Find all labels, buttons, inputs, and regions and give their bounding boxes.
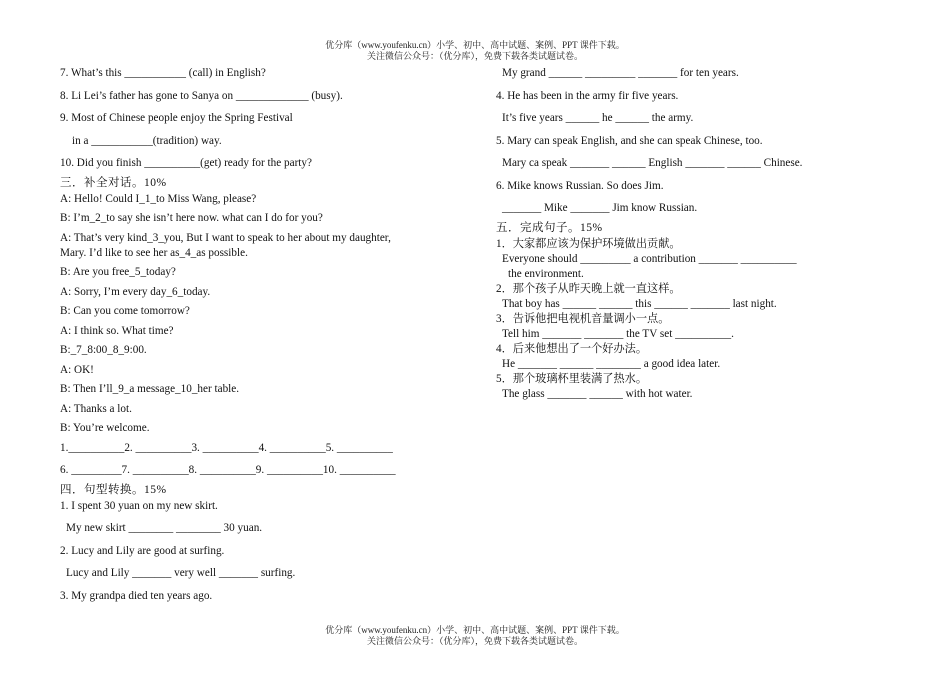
dialogue-line-6: B: Can you come tomorrow? bbox=[60, 305, 190, 317]
section-3-title: 三．补全对话。10% bbox=[60, 176, 167, 189]
transform-3-rewrite: My grand ______ _________ _______ for ten years. bbox=[502, 67, 739, 79]
dialogue-line-1: A: Hello! Could I_1_to Miss Wang, please? bbox=[60, 192, 257, 205]
question-10: 10. Did you finish __________(get) ready for the party? bbox=[60, 157, 312, 169]
header-line-1: 优分库（www.youfenku.cn）小学、初中、高中试题、案例、PPT 课件下载。 bbox=[325, 40, 625, 50]
transform-4-rewrite: It’s five years ______ he ______ the army. bbox=[502, 112, 694, 124]
transform-3-original: 3. My grandpa died ten years ago. bbox=[60, 589, 213, 602]
footer-line-1: 优分库（www.youfenku.cn）小学、初中、高中试题、案例、PPT 课件下载。 bbox=[325, 625, 625, 635]
complete-2-chinese: 2．那个孩子从昨天晚上就一直这样。 bbox=[496, 282, 681, 295]
question-8: 8. Li Lei’s father has gone to Sanya on _____________ (busy). bbox=[60, 89, 343, 102]
dialogue-line-7: A: I think so. What time? bbox=[60, 324, 174, 337]
page-header bbox=[0, 40, 950, 62]
transform-5-original: 5. Mary can speak English, and she can speak Chinese, too. bbox=[496, 134, 763, 147]
transform-5-rewrite: Mary ca speak _______ ______ English _______ ______ Chinese. bbox=[502, 157, 803, 169]
complete-1-chinese: 1．大家都应该为保护环境做出贡献。 bbox=[496, 237, 681, 250]
dialogue-line-2: B: I’m_2_to say she isn’t here now. what can I do for you? bbox=[60, 212, 323, 224]
complete-5-chinese: 5．那个玻璃杯里装满了热水。 bbox=[496, 372, 648, 385]
complete-1-english-cont: the environment. bbox=[508, 267, 584, 280]
left-column bbox=[60, 66, 450, 611]
complete-3-chinese: 3．告诉他把电视机音量调小一点。 bbox=[496, 312, 670, 325]
transform-2-rewrite: Lucy and Lily _______ very well _______ surfing. bbox=[66, 567, 296, 579]
complete-4-chinese: 4．后来他想出了一个好办法。 bbox=[496, 342, 648, 355]
transform-6-original: 6. Mike knows Russian. So does Jim. bbox=[496, 179, 664, 192]
question-9-line-1: 9. Most of Chinese people enjoy the Spring Festival bbox=[60, 112, 293, 124]
complete-3-english: Tell him _______ _______ the TV set __________. bbox=[502, 327, 734, 340]
right-column bbox=[496, 66, 896, 402]
page-footer bbox=[0, 625, 950, 647]
dialogue-line-10: B: Then I’ll_9_a message_10_her table. bbox=[60, 383, 240, 395]
question-7: 7. What’s this ___________ (call) in English? bbox=[60, 67, 266, 79]
transform-1-original: 1. I spent 30 yuan on my new skirt. bbox=[60, 499, 218, 512]
dialogue-line-5: A: Sorry, I’m every day_6_today. bbox=[60, 285, 211, 298]
dialogue-line-3b: Mary. I’d like to see her as_4_as possible. bbox=[60, 246, 248, 259]
dialogue-line-9: A: OK! bbox=[60, 363, 94, 376]
dialogue-line-8: B:_7_8:00_8_9:00. bbox=[60, 344, 147, 356]
footer-line-2: 关注微信公众号：（优分库），免费下载各类试题试卷。 bbox=[366, 636, 583, 646]
dialogue-line-11: A: Thanks a lot. bbox=[60, 402, 132, 415]
transform-2-original: 2. Lucy and Lily are good at surfing. bbox=[60, 544, 225, 557]
question-9-line-2: in a ___________(tradition) way. bbox=[72, 134, 222, 147]
header-line-2: 关注微信公众号：（优分库），免费下载各类试题试卷。 bbox=[366, 51, 583, 61]
dialogue-line-3a: A: That’s very kind_3_you, But I want to speak to her about my daughter, bbox=[60, 231, 391, 244]
dialogue-line-12: B: You’re welcome. bbox=[60, 422, 150, 434]
transform-6-rewrite: _______ Mike _______ Jim know Russian. bbox=[502, 202, 698, 214]
complete-5-english: The glass _______ ______ with hot water. bbox=[502, 387, 693, 400]
transform-4-original: 4. He has been in the army fir five years. bbox=[496, 89, 679, 102]
answer-blanks-6-10: 6. _________7. __________8. __________9. __________10. __________ bbox=[60, 464, 396, 476]
dialogue-line-4: B: Are you free_5_today? bbox=[60, 266, 176, 278]
complete-4-english: He _______ ______ ________ a good idea later. bbox=[502, 357, 721, 370]
answer-blanks-1-5: 1.__________2. __________3. __________4. __________5. __________ bbox=[60, 441, 393, 454]
section-4-title: 四．句型转换。15% bbox=[60, 483, 167, 496]
complete-1-english: Everyone should _________ a contribution _______ __________ bbox=[502, 252, 797, 265]
section-5-title: 五．完成句子。15% bbox=[496, 221, 603, 234]
transform-1-rewrite: My new skirt ________ ________ 30 yuan. bbox=[66, 522, 263, 534]
complete-2-english: That boy has ______ ______ this ______ _______ last night. bbox=[502, 297, 777, 310]
